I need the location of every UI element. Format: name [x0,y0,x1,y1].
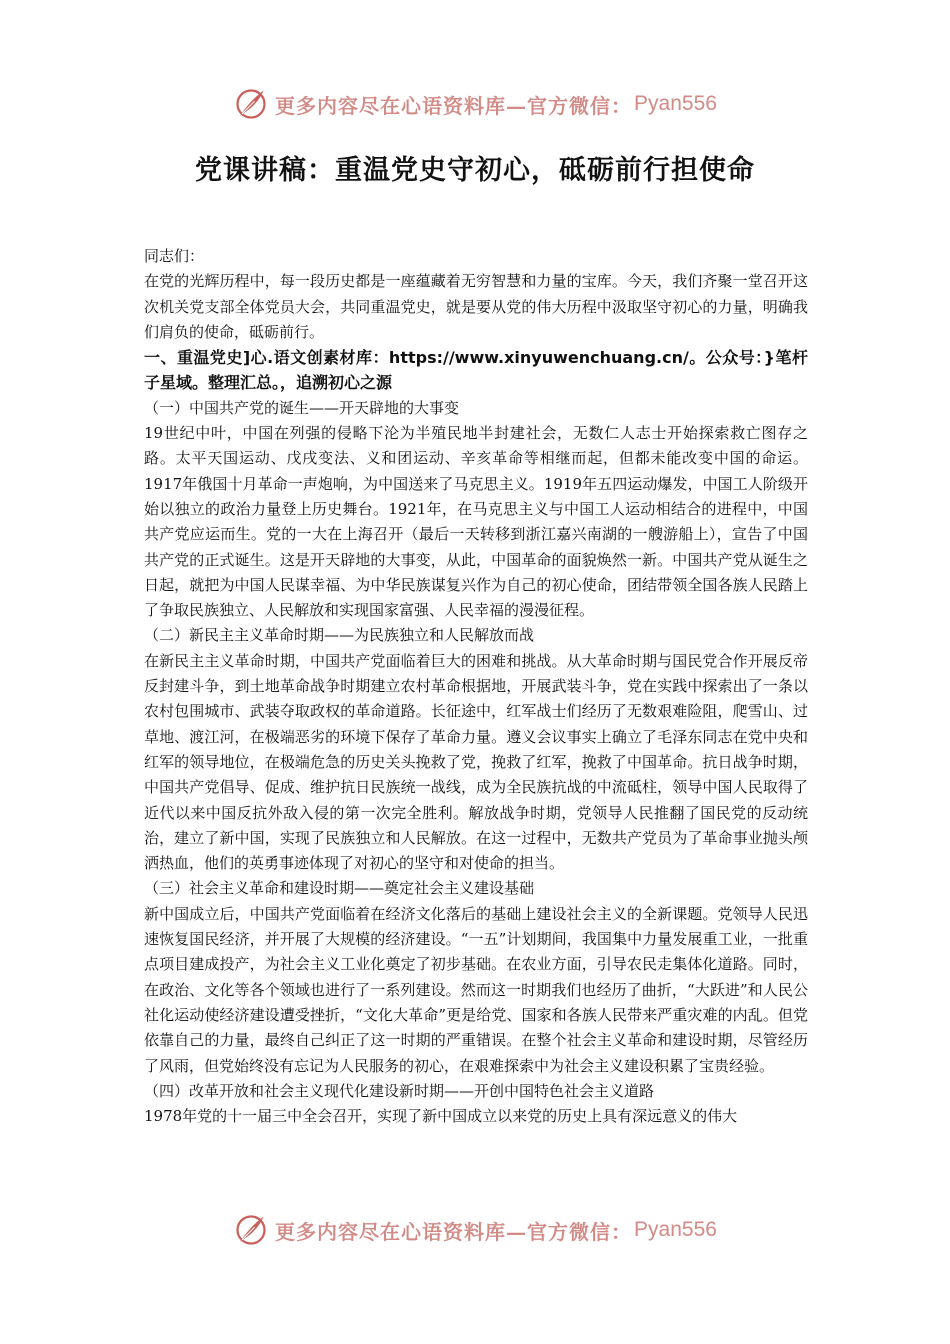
subsection-3-heading: （三）社会主义革命和建设时期——奠定社会主义建设基础 [144,879,535,898]
feather-logo-icon [233,86,269,122]
document-body [144,244,808,1129]
footer-watermark-banner [0,1210,950,1250]
intro-paragraph: 在党的光辉历程中，每一段历史都是一座蕴藏着无穷智慧和力量的宝库。今天，我们齐聚一堂召开这次机关党支部全体党员大会，共同重温党史，就是要从党的伟大历程中汲取坚守初心的力量，明确我们肩负的使命，砥砺前行。 [144,272,808,341]
footer-banner-text: 更多内容尽在心语资料库—官方微信： [275,1219,633,1244]
header-banner-text: 更多内容尽在心语资料库—官方微信： [275,93,633,118]
subsection-2-heading: （二）新民主主义革命时期——为民族独立和人民解放而战 [144,626,535,645]
subsection-3-paragraph: 新中国成立后，中国共产党面临着在经济文化落后的基础上建设社会主义的全新课题。党领导人民迅速恢复国民经济，并开展了大规模的经济建设。“一五”计划期间，我国集中力量发展重工业，一批重点项目建成投产，为社会主义工业化奠定了初步基础。在农业方面，引导农民走集体化道路。同时，在政治、文化等各个领域也进行了一系列建设。然而这一时期我们也经历了曲折，“大跃进”和人民公社化运动使经济建设遭受挫折，“文化大革命”更是给党、国家和各族人民带来严重灾难的内乱。但党依靠自己的力量，最终自己纠正了这一时期的严重错误。在整个社会主义革命和建设时期，尽管经历了风雨，但党始终没有忘记为人民服务的初心，在艰难探索中为社会主义建设积累了宝贵经验。 [144,904,808,1075]
subsection-4-paragraph: 1978年党的十一届三中全会召开，实现了新中国成立以来党的历史上具有深远意义的伟大 [144,1107,738,1126]
header-watermark-banner [0,84,950,124]
subsection-2-paragraph: 在新民主主义革命时期，中国共产党面临着巨大的困难和挑战。从大革命时期与国民党合作开展反帝反封建斗争，到土地革命战争时期建立农村革命根据地，开展武装斗争，党在实践中探索出了一条以农村包围城市、武装夺取政权的革命道路。长征途中，红军战士们经历了无数艰难险阻，爬雪山、过草地、渡江河，在极端恶劣的环境下保存了革命力量。遵义会议事实上确立了毛泽东同志在党中央和红军的领导地位，在极端危急的历史关头挽救了党，挽救了红军，挽救了中国革命。抗日战争时期，中国共产党倡导、促成、维护抗日民族统一战线，成为全民族抗战的中流砥柱，领导中国人民取得了近代以来中国反抗外敌入侵的第一次完全胜利。解放战争时期，党领导人民推翻了国民党的反动统治，建立了新中国，实现了民族独立和人民解放。在这一过程中，无数共产党员为了革命事业抛头颅洒热血，他们的英勇事迹体现了对初心的坚守和对使命的担当。 [144,651,808,873]
section-1-heading: 一、重温党史]心.语文创素材库：https://www.xinyuwenchuang.cn/。公众号：}笔杆子星域。整理汇总。，追溯初心之源 [144,348,808,393]
subsection-1-paragraph: 19世纪中叶，中国在列强的侵略下沦为半殖民地半封建社会，无数仁人志士开始探索救亡图存之路。太平天国运动、戊戌变法、义和团运动、辛亥革命等相继而起，但都未能改变中国的命运。1917年俄国十月革命一声炮响，为中国送来了马克思主义。1919年五四运动爆发，中国工人阶级开始以独立的政治力量登上历史舞台。1921年，在马克思主义与中国工人运动相结合的进程中，中国共产党应运而生。党的一大在上海召开（最后一天转移到浙江嘉兴南湖的一艘游船上），宣告了中国共产党的正式诞生。这是开天辟地的大事变，从此，中国革命的面貌焕然一新。中国共产党从诞生之日起，就把为中国人民谋幸福、为中华民族谋复兴作为自己的初心使命，团结带领全国各族人民踏上了争取民族独立、人民解放和实现国家富强、人民幸福的漫漫征程。 [144,424,808,620]
subsection-4-heading: （四）改革开放和社会主义现代化建设新时期——开创中国特色社会主义道路 [144,1081,655,1100]
document-title: 党课讲稿：重温党史守初心，砥砺前行担使命 [195,155,755,186]
header-banner-wechat-id: Pyan556 [634,92,717,115]
footer-banner-wechat-id: Pyan556 [634,1218,717,1241]
feather-logo-icon [233,1212,269,1248]
subsection-1-heading: （一）中国共产党的诞生——开天辟地的大事变 [144,398,460,417]
greeting: 同志们： [144,247,205,265]
